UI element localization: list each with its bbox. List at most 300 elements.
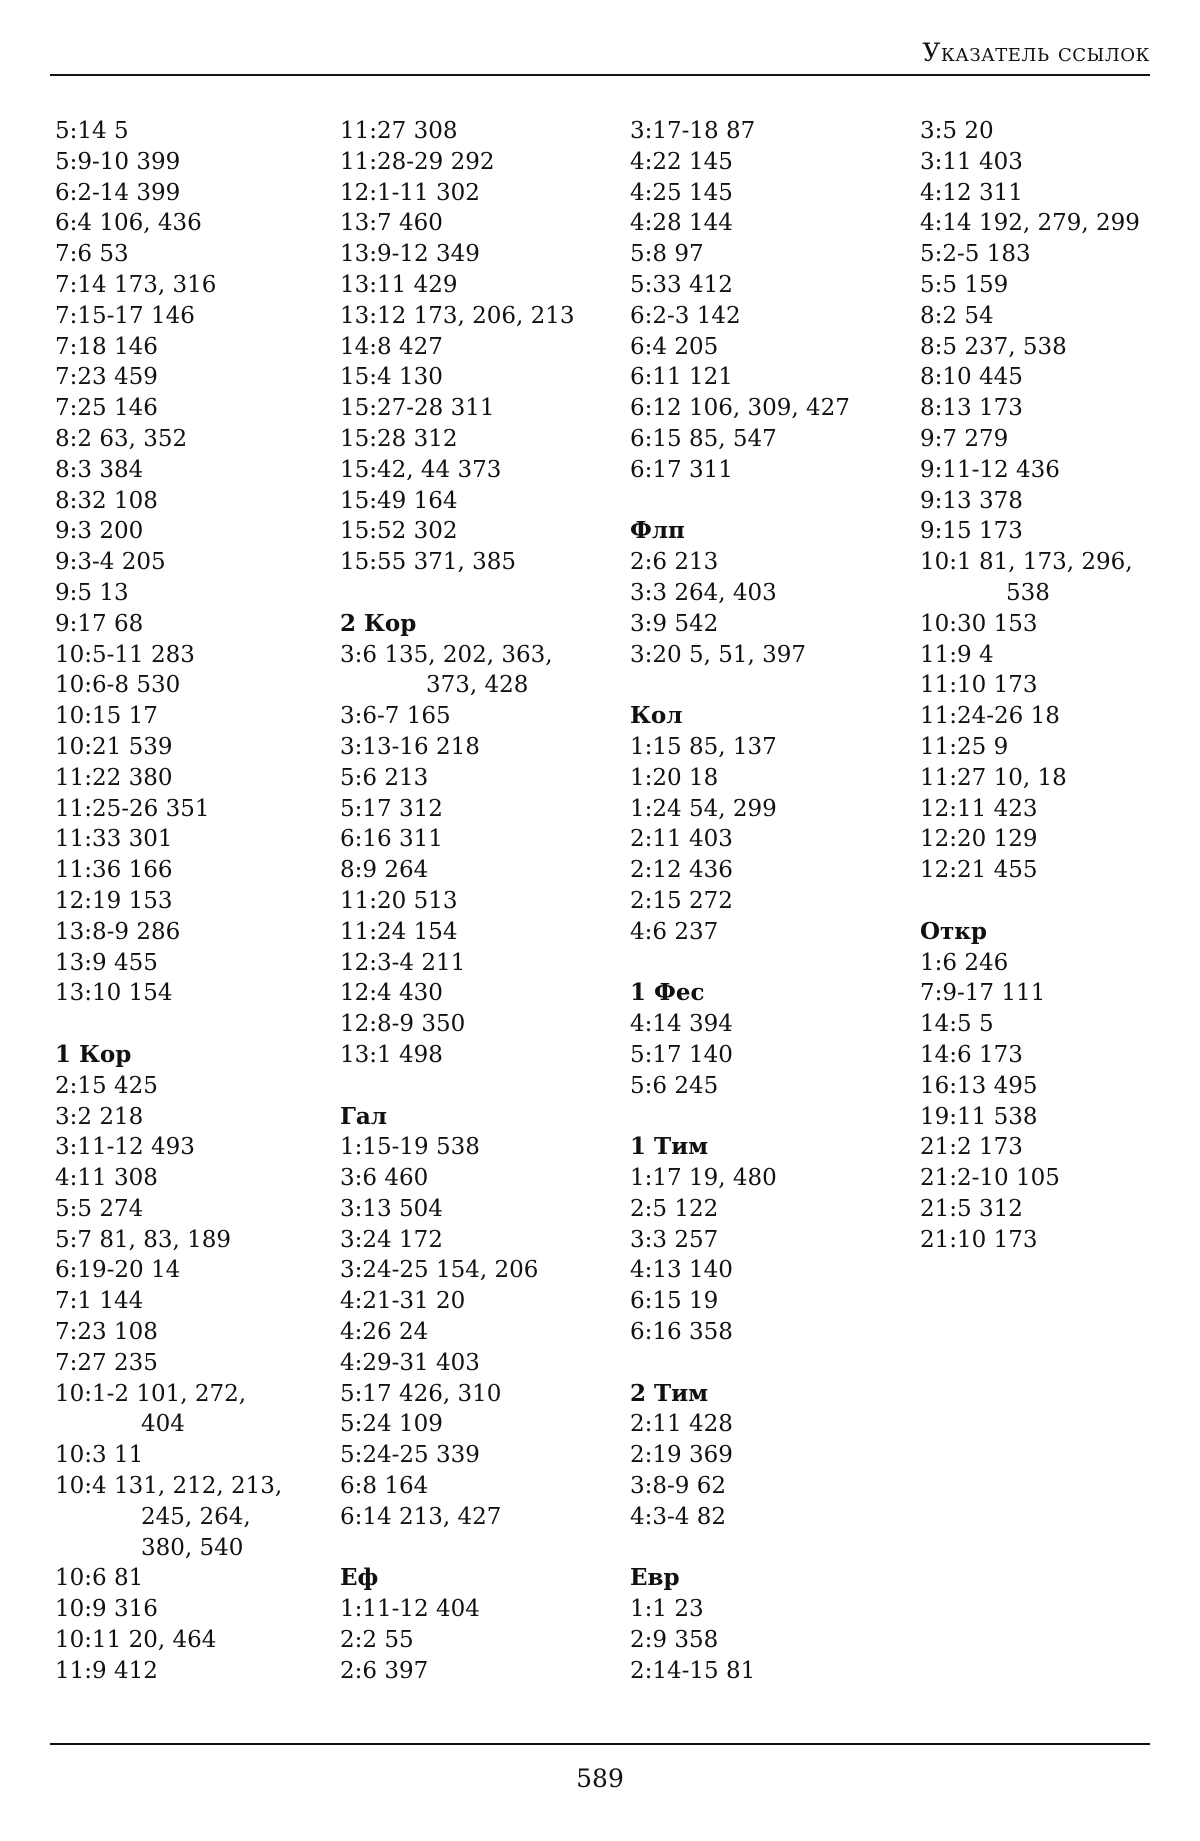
index-entry-text: 5:17 426, 310 [340, 1380, 502, 1407]
book-heading: 2 Тим [630, 1379, 709, 1407]
index-entry [630, 1317, 910, 1348]
index-entry [55, 393, 335, 424]
book-heading: Откр [920, 917, 987, 945]
index-entry-text: 8:3 384 [55, 456, 144, 483]
book-heading: 1 Тим [630, 1133, 709, 1161]
index-entry-text: 1:20 18 [630, 764, 719, 791]
index-entry [340, 978, 620, 1009]
index-entry-text: 6:15 19 [630, 1288, 719, 1315]
index-entry [340, 516, 620, 547]
index-entry-text: 14:8 427 [340, 333, 443, 360]
index-entry [630, 1194, 910, 1225]
index-entry-text: 2:11 428 [630, 1411, 733, 1438]
index-entry-text: 16:13 495 [920, 1072, 1038, 1099]
index-entry [55, 1348, 335, 1379]
index-entry [55, 1625, 335, 1656]
index-entry-text: 7:6 53 [55, 241, 129, 268]
index-entry-text: 3:8-9 62 [630, 1473, 726, 1500]
index-entry-text: 3:17-18 87 [630, 118, 756, 144]
index-entry [55, 917, 335, 948]
index-entry-text: 10:1 81, 173, 296, [920, 549, 1133, 576]
index-entry [340, 424, 620, 455]
index-entry [630, 1255, 910, 1286]
book-group [630, 116, 910, 486]
index-entry [340, 1625, 620, 1656]
index-entry [340, 393, 620, 424]
index-entry [340, 1286, 620, 1317]
index-entry [630, 424, 910, 455]
footer-rule [50, 1743, 1150, 1745]
index-entry [920, 424, 1200, 455]
index-entry-text: 9:17 68 [55, 610, 144, 637]
index-entry [340, 1594, 620, 1625]
index-entry [630, 763, 910, 794]
index-entry [920, 732, 1200, 763]
page-number: 589 [576, 1764, 624, 1793]
index-entry [920, 1040, 1200, 1071]
index-entry-text: 3:3 257 [630, 1226, 719, 1253]
index-entry-text: 4:25 145 [630, 179, 733, 206]
index-entry-text: 7:15-17 146 [55, 302, 195, 329]
index-entry-text: 3:20 5, 51, 397 [630, 641, 807, 668]
index-entry [340, 1194, 620, 1225]
index-entry-text: 14:6 173 [920, 1041, 1023, 1068]
index-entry-text: 8:2 54 [920, 302, 994, 329]
index-entry [340, 948, 620, 979]
index-entry-text: 6:4 106, 436 [55, 210, 202, 237]
index-entry [630, 824, 910, 855]
index-entry-text: 4:22 145 [630, 148, 733, 175]
running-header: Указатель ссылок [922, 38, 1150, 67]
index-entry [920, 1102, 1200, 1133]
index-entry-text: 12:20 129 [920, 826, 1038, 853]
index-entry [55, 1255, 335, 1286]
index-entry-text: 9:15 173 [920, 518, 1023, 545]
index-entry-text: 15:55 371, 385 [340, 549, 517, 576]
index-entry-text: 3:6 135, 202, 363, [340, 641, 553, 668]
index-entry [630, 1163, 910, 1194]
index-entry [55, 1102, 335, 1133]
index-entry-text: 5:2-5 183 [920, 241, 1031, 268]
index-entry-text: 13:10 154 [55, 980, 173, 1007]
index-entry [340, 208, 620, 239]
index-entry-text: 1:11-12 404 [340, 1596, 480, 1623]
index-entry-text: 7:25 146 [55, 395, 158, 422]
index-entry [340, 547, 620, 578]
index-entry-text: 6:11 121 [630, 364, 733, 391]
index-entry-text: 3:13-16 218 [340, 733, 480, 760]
book-group [340, 609, 620, 1071]
index-entry-continuation: 404 [141, 1411, 185, 1438]
index-entry [920, 516, 1200, 547]
index-entry-text: 5:8 97 [630, 241, 704, 268]
index-entry-text: 6:12 106, 309, 427 [630, 395, 850, 422]
book-group [340, 116, 620, 578]
index-entry [340, 362, 620, 393]
index-entry [340, 1009, 620, 1040]
index-entry-text: 4:3-4 82 [630, 1503, 726, 1530]
index-entry [630, 886, 910, 917]
index-entry [55, 794, 335, 825]
index-entry [630, 1502, 910, 1533]
index-entry-text: 6:19-20 14 [55, 1257, 181, 1284]
index-entry-text: 11:9 412 [55, 1657, 158, 1684]
index-entry-continuation: 245, 264, [141, 1503, 251, 1530]
index-entry [920, 855, 1200, 886]
book-group [630, 516, 910, 670]
index-entry-text: 12:1-11 302 [340, 179, 480, 206]
index-entry-text: 13:11 429 [340, 271, 458, 298]
index-entry [340, 640, 620, 702]
index-entry [920, 486, 1200, 517]
index-entry [55, 116, 335, 147]
index-entry-continuation: 373, 428 [426, 672, 529, 699]
book-group [630, 1563, 910, 1686]
index-entry [55, 1563, 335, 1594]
index-entry [630, 640, 910, 671]
index-entry-text: 2:14-15 81 [630, 1657, 756, 1684]
index-entry-text: 7:23 108 [55, 1319, 158, 1346]
index-entry [920, 1009, 1200, 1040]
index-entry [920, 116, 1200, 147]
index-entry-text: 3:2 218 [55, 1103, 144, 1130]
index-entry [630, 1594, 910, 1625]
index-entry [630, 1009, 910, 1040]
index-entry-text: 12:21 455 [920, 857, 1038, 884]
index-entry [340, 855, 620, 886]
index-entry [340, 1348, 620, 1379]
index-entry-text: 11:25-26 351 [55, 795, 210, 822]
index-entry [630, 208, 910, 239]
index-entry-text: 10:3 11 [55, 1442, 144, 1469]
index-entry-text: 4:14 192, 279, 299 [920, 210, 1140, 237]
index-entry-text: 2:5 122 [630, 1195, 719, 1222]
index-entry [55, 763, 335, 794]
index-entry [55, 948, 335, 979]
index-entry [55, 670, 335, 701]
index-entry-text: 2:19 369 [630, 1442, 733, 1469]
index-entry-text: 5:7 81, 83, 189 [55, 1226, 232, 1253]
index-entry-text: 19:11 538 [920, 1103, 1038, 1130]
index-entry [55, 609, 335, 640]
index-entry [340, 1502, 620, 1533]
index-entry [55, 1440, 335, 1471]
index-entry-text: 3:13 504 [340, 1195, 443, 1222]
index-entry-text: 1:15 85, 137 [630, 733, 777, 760]
index-entry [630, 1440, 910, 1471]
book-heading: Кол [630, 702, 683, 730]
index-entry [55, 1317, 335, 1348]
index-entry-text: 11:24-26 18 [920, 703, 1060, 730]
index-entry-text: 8:5 237, 538 [920, 333, 1067, 360]
book-heading: Еф [340, 1564, 379, 1592]
index-entry [340, 732, 620, 763]
index-entry-text: 1:24 54, 299 [630, 795, 777, 822]
index-entry-text: 2:15 272 [630, 887, 733, 914]
index-entry-text: 11:27 10, 18 [920, 764, 1067, 791]
index-entry-text: 12:11 423 [920, 795, 1038, 822]
book-heading: Евр [630, 1564, 680, 1592]
index-entry-text: 11:28-29 292 [340, 148, 495, 175]
index-entry [630, 362, 910, 393]
index-entry-text: 4:6 237 [630, 918, 719, 945]
index-entry [55, 1225, 335, 1256]
index-entry-text: 3:9 542 [630, 610, 719, 637]
index-entry-text: 4:11 308 [55, 1165, 158, 1192]
index-entry [55, 424, 335, 455]
index-entry [920, 332, 1200, 363]
index-entry-text: 5:6 213 [340, 764, 429, 791]
index-entry-text: 2:6 397 [340, 1657, 429, 1684]
index-entry-text: 12:3-4 211 [340, 949, 466, 976]
header-rule [50, 74, 1150, 76]
index-entry [920, 1071, 1200, 1102]
book-group [630, 701, 910, 947]
index-entry [630, 116, 910, 147]
index-entry-text: 13:8-9 286 [55, 918, 181, 945]
book-group [630, 1132, 910, 1348]
index-entry [55, 1132, 335, 1163]
index-entry-text: 11:33 301 [55, 826, 173, 853]
index-entry [55, 1071, 335, 1102]
index-entry-text: 12:8-9 350 [340, 1011, 466, 1038]
index-entry [630, 578, 910, 609]
index-entry [55, 640, 335, 671]
index-entry [920, 547, 1200, 609]
index-entry [630, 455, 910, 486]
index-entry [340, 1163, 620, 1194]
index-entry-text: 10:5-11 283 [55, 641, 195, 668]
index-entry [920, 1225, 1200, 1256]
index-entry-text: 6:16 358 [630, 1319, 733, 1346]
index-entry [920, 455, 1200, 486]
index-entry [55, 1163, 335, 1194]
index-entry-text: 11:24 154 [340, 918, 458, 945]
index-entry [630, 794, 910, 825]
index-entry-text: 2:9 358 [630, 1627, 719, 1654]
index-entry-text: 13:12 173, 206, 213 [340, 302, 575, 329]
index-entry-text: 6:2-3 142 [630, 302, 741, 329]
index-entry-text: 21:2 173 [920, 1134, 1023, 1161]
index-entry-text: 4:14 394 [630, 1011, 733, 1038]
index-entry [340, 886, 620, 917]
index-entry-text: 1:15-19 538 [340, 1134, 480, 1161]
index-entry [630, 855, 910, 886]
index-column-4 [920, 116, 1200, 1255]
book-group [630, 1379, 910, 1533]
index-entry-text: 12:19 153 [55, 887, 173, 914]
index-entry-text: 3:11-12 493 [55, 1134, 195, 1161]
index-entry [55, 1471, 335, 1563]
index-entry [55, 578, 335, 609]
index-entry [630, 1040, 910, 1071]
index-entry [920, 670, 1200, 701]
index-entry-text: 8:13 173 [920, 395, 1023, 422]
index-entry-text: 6:15 85, 547 [630, 425, 777, 452]
index-column-1 [55, 116, 335, 1687]
index-entry [340, 1656, 620, 1687]
index-entry-text: 5:5 274 [55, 1195, 144, 1222]
index-entry-text: 1:6 246 [920, 949, 1009, 976]
index-entry [920, 362, 1200, 393]
index-entry [340, 1255, 620, 1286]
index-entry-text: 21:2-10 105 [920, 1165, 1060, 1192]
index-entry [55, 270, 335, 301]
index-entry [920, 701, 1200, 732]
index-entry [55, 1286, 335, 1317]
index-entry [630, 732, 910, 763]
index-column-2 [340, 116, 620, 1687]
index-entry-text: 1:1 23 [630, 1596, 704, 1623]
index-entry-text: 15:28 312 [340, 425, 458, 452]
index-entry [340, 1317, 620, 1348]
index-entry-text: 4:29-31 403 [340, 1349, 480, 1376]
index-entry-text: 2:12 436 [630, 857, 733, 884]
index-entry [920, 948, 1200, 979]
index-entry-text: 10:11 20, 464 [55, 1627, 217, 1654]
index-entry-text: 4:13 140 [630, 1257, 733, 1284]
index-entry [630, 1656, 910, 1687]
index-entry [55, 362, 335, 393]
book-group [920, 116, 1200, 886]
index-entry-text: 8:9 264 [340, 857, 429, 884]
book-group [55, 116, 335, 1009]
index-entry-text: 15:49 164 [340, 487, 458, 514]
index-entry [340, 763, 620, 794]
index-column-3 [630, 116, 910, 1687]
index-entry-text: 12:4 430 [340, 980, 443, 1007]
index-entry [55, 1194, 335, 1225]
index-entry-text: 10:6 81 [55, 1565, 144, 1592]
index-entry [340, 1225, 620, 1256]
index-entry-text: 10:4 131, 212, 213, [55, 1473, 283, 1500]
index-entry [630, 1071, 910, 1102]
index-entry-text: 3:3 264, 403 [630, 579, 777, 606]
index-entry [920, 794, 1200, 825]
index-entry-text: 9:5 13 [55, 579, 129, 606]
index-entry-text: 3:6-7 165 [340, 703, 451, 730]
index-entry-continuation: 538 [1006, 579, 1050, 606]
index-entry [920, 1163, 1200, 1194]
index-entry [340, 1040, 620, 1071]
index-entry-text: 2:6 213 [630, 549, 719, 576]
index-entry-text: 13:9 455 [55, 949, 158, 976]
index-entry [340, 486, 620, 517]
index-entry [340, 1440, 620, 1471]
index-entry-text: 5:6 245 [630, 1072, 719, 1099]
index-entry [340, 917, 620, 948]
index-entry-text: 5:5 159 [920, 271, 1009, 298]
index-entry [920, 208, 1200, 239]
index-entry-text: 8:10 445 [920, 364, 1023, 391]
index-entry-text: 9:7 279 [920, 425, 1009, 452]
index-entry [920, 978, 1200, 1009]
index-entry [630, 301, 910, 332]
index-entry [920, 147, 1200, 178]
index-entry [55, 855, 335, 886]
index-entry-text: 3:24-25 154, 206 [340, 1257, 539, 1284]
index-entry [340, 147, 620, 178]
index-entry [630, 270, 910, 301]
index-entry [920, 270, 1200, 301]
index-entry-text: 13:1 498 [340, 1041, 443, 1068]
index-entry [55, 886, 335, 917]
index-entry-text: 6:17 311 [630, 456, 733, 483]
book-group [340, 1563, 620, 1686]
index-entry [340, 794, 620, 825]
index-entry-text: 6:16 311 [340, 826, 443, 853]
index-entry [630, 1471, 910, 1502]
index-entry-text: 6:2-14 399 [55, 179, 181, 206]
index-entry-text: 9:11-12 436 [920, 456, 1060, 483]
index-entry [340, 332, 620, 363]
index-entry [340, 270, 620, 301]
index-entry [630, 393, 910, 424]
index-entry [630, 1225, 910, 1256]
index-entry-text: 5:24 109 [340, 1411, 443, 1438]
index-entry [920, 640, 1200, 671]
index-entry-text: 3:11 403 [920, 148, 1023, 175]
index-entry-text: 7:9-17 111 [920, 980, 1046, 1007]
index-entry [340, 116, 620, 147]
index-entry-text: 10:21 539 [55, 733, 173, 760]
index-entry [55, 1656, 335, 1687]
index-entry [55, 486, 335, 517]
index-entry [340, 239, 620, 270]
index-entry-text: 10:15 17 [55, 703, 158, 730]
index-entry [340, 455, 620, 486]
index-entry [55, 824, 335, 855]
index-entry-text: 8:2 63, 352 [55, 425, 188, 452]
index-entry-text: 5:14 5 [55, 118, 129, 144]
index-entry [55, 1379, 335, 1441]
index-entry-text: 11:9 4 [920, 641, 994, 668]
index-entry-text: 3:5 20 [920, 118, 994, 144]
index-entry [630, 609, 910, 640]
book-heading: 1 Фес [630, 979, 705, 1007]
index-entry-text: 2:2 55 [340, 1627, 414, 1654]
index-entry [630, 147, 910, 178]
book-heading: 2 Кор [340, 609, 417, 637]
index-entry-text: 21:10 173 [920, 1226, 1038, 1253]
index-entry [55, 455, 335, 486]
index-entry [920, 178, 1200, 209]
index-entry [55, 239, 335, 270]
index-entry [630, 1286, 910, 1317]
index-entry-text: 11:25 9 [920, 733, 1009, 760]
index-entry [340, 1379, 620, 1410]
index-entry [55, 178, 335, 209]
index-entry-text: 5:33 412 [630, 271, 733, 298]
index-entry-text: 10:1-2 101, 272, [55, 1380, 247, 1407]
index-entry [920, 1194, 1200, 1225]
index-entry [55, 208, 335, 239]
index-entry-text: 6:14 213, 427 [340, 1503, 502, 1530]
index-entry [55, 147, 335, 178]
index-entry [340, 1471, 620, 1502]
index-entry-text: 2:15 425 [55, 1072, 158, 1099]
index-entry [55, 701, 335, 732]
index-entry [340, 301, 620, 332]
index-entry-text: 4:21-31 20 [340, 1288, 466, 1315]
index-entry-text: 4:12 311 [920, 179, 1023, 206]
book-group [630, 978, 910, 1101]
index-entry [55, 547, 335, 578]
index-entry-text: 4:28 144 [630, 210, 733, 237]
index-entry-text: 11:20 513 [340, 887, 458, 914]
index-entry-text: 7:1 144 [55, 1288, 144, 1315]
book-heading: Флп [630, 517, 685, 545]
